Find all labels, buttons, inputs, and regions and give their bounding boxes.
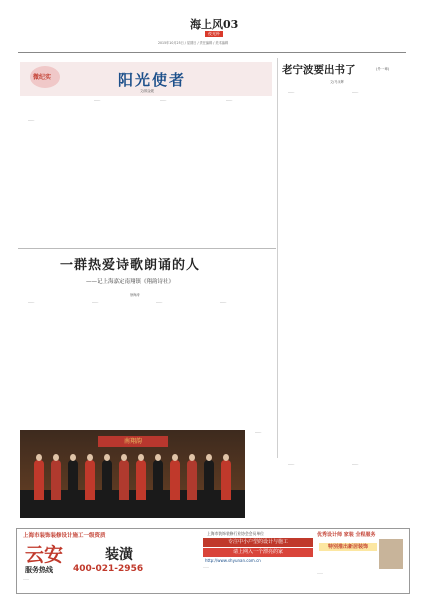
old-article-text: …… [352,462,359,466]
sun-logo-text: 微纪实 [33,74,52,81]
poem-article-text: …… [92,300,99,304]
performer-figure [187,460,197,500]
poem-article-col-4 [214,300,274,428]
ad-mid-tag: 上海市装饰装修行业协会会员单位 [207,531,264,536]
poem-article-col-1 [22,300,82,428]
dateline: 2015年10月25日 / 星期日 / 责任编辑 / 美术编辑 [158,41,229,45]
ad-mid-line1: 专注中小户型的设计与施工 [203,538,313,547]
poem-article-text: …… [220,300,227,304]
poem-article-byline: 徐海涛 [130,293,140,297]
old-article-col-4 [346,462,406,520]
ad-brand: 云安 [25,544,64,566]
sun-article-col-4 [220,98,274,243]
section-tag: 夜光杯 [205,31,223,37]
performer-figure [68,460,78,500]
ad-address-left: …… [23,577,29,581]
ad-hotline: 400-021-2956 [73,564,144,574]
stage-banner: 南翔韵 [98,436,168,447]
old-article-byline: 文/马永辉 [330,80,344,84]
old-article-text: …… [288,90,295,94]
performer-head [87,454,93,461]
poem-article-text: …… [156,300,163,304]
performer-figure [51,460,61,500]
sun-article-byline: 文/顾金媛 [140,89,154,93]
old-article-col-1 [282,90,342,460]
performer-head [53,454,59,461]
old-article-title: 老宁波要出书了 [282,64,356,76]
ad-mid-line2: 请上网入一个漂亮的家 [203,548,313,557]
poem-article-subtitle: ——记上海嘉定南翔镇《翔韵诗社》 [86,279,175,285]
sun-article-title: 阳光使者 [118,71,187,89]
performer-head [172,454,178,461]
performer-figure [102,460,112,500]
poem-article-text: …… [255,430,262,434]
poem-article-text: …… [28,300,35,304]
ad-address-mid: …… [203,565,209,569]
sun-article-text: …… [28,118,35,122]
old-article-text: …… [352,90,359,94]
sun-article-col-1 [22,118,84,243]
sun-article-text: …… [94,98,101,102]
sun-article-col-2 [88,98,150,243]
ad-person-photo [379,539,403,569]
performer-head [36,454,42,461]
ad-right-line: 特别推出新居装饰 [319,543,377,551]
sun-article-col-3 [154,98,216,243]
ad-brand-suffix: 装潢 [105,547,133,563]
poem-article-col-2 [86,300,146,428]
sun-article-text: …… [226,98,233,102]
sun-article-text: …… [160,98,167,102]
ad-website[interactable]: http://www.shyunan.com.cn [205,558,261,563]
poem-article-title: 一群热爱诗歌朗诵的人 [60,258,201,273]
section-rule [18,248,276,249]
performer-head [70,454,76,461]
ad-address-right: …… [317,571,323,575]
old-article-suffix: (外一章) [376,67,390,71]
performer-head [189,454,195,461]
performer-figure [85,460,95,500]
old-article-col-3 [282,462,342,520]
performer-figure [221,460,231,500]
performer-head [104,454,110,461]
performer-figure [153,460,163,500]
masthead: 海上风03 [190,18,239,31]
performer-figure [119,460,129,500]
poem-group-photo [20,430,245,518]
old-article-text: …… [288,462,295,466]
performer-figure [204,460,214,500]
old-article-col-2 [346,90,406,460]
header-rule [18,52,406,53]
performer-head [223,454,229,461]
performer-head [121,454,127,461]
performer-head [155,454,161,461]
performer-head [138,454,144,461]
performer-figure [170,460,180,500]
performer-figure [136,460,146,500]
poem-article-col-3 [150,300,210,428]
ad-hotline-label: 服务热线 [25,566,53,574]
performer-figure [34,460,44,500]
performer-head [206,454,212,461]
poem-article-col-5 [249,430,277,520]
ad-top-slogan: 上海市装饰装修设计施工一级资质 [23,533,106,539]
ad-banner [16,528,410,594]
ad-right-title: 优秀设计师 家装 全程服务 [317,532,376,538]
column-divider [277,58,278,458]
